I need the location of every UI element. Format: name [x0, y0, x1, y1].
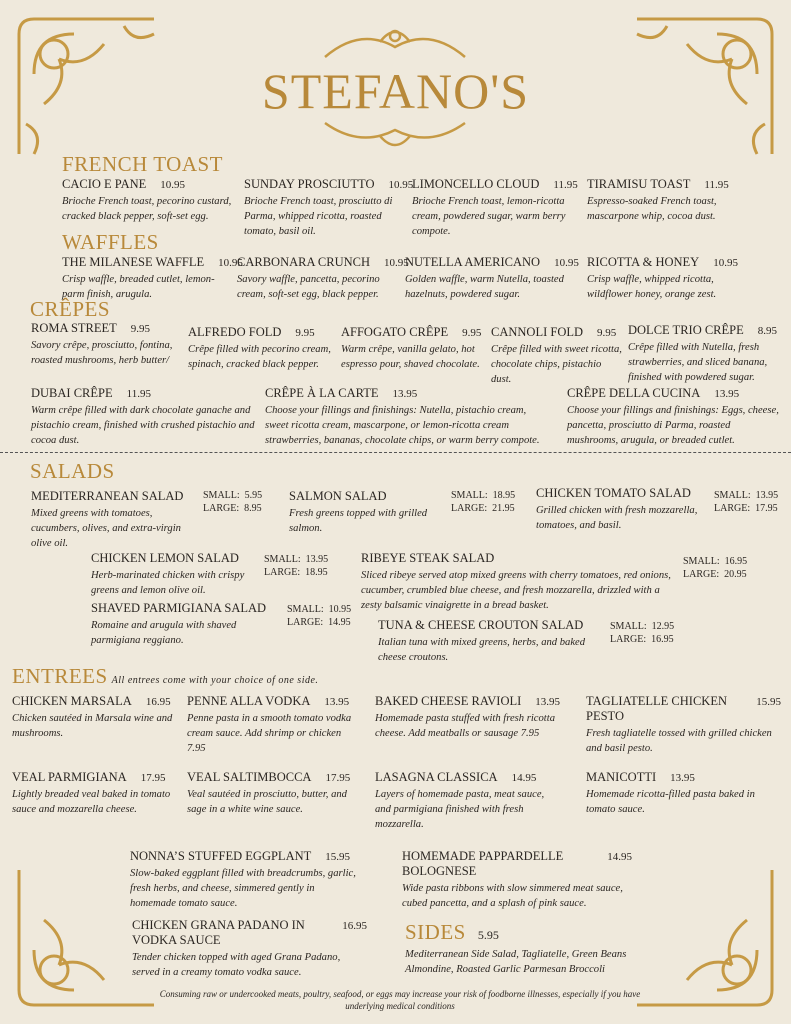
menu-item	[237, 255, 409, 302]
item-header	[375, 770, 555, 785]
item-price: 10.95	[388, 179, 414, 191]
item-header	[412, 177, 582, 192]
large-price-row	[683, 568, 747, 581]
sides-header	[405, 920, 665, 945]
large-price: 18.95	[305, 567, 328, 578]
item-name: DUBAI CRÊPE	[31, 386, 113, 400]
large-label: LARGE:	[264, 567, 301, 578]
salad-prices	[264, 553, 328, 579]
item-header	[187, 694, 362, 709]
small-price-row	[264, 553, 328, 566]
item-header	[567, 386, 782, 401]
salad-item	[31, 489, 196, 551]
salad-item	[378, 618, 593, 665]
small-price: 5.95	[244, 490, 263, 501]
item-description: Choose your fillings and finishings: Eggs, cheese, pancetta, prosciutto di Parma, roasted mushrooms, arugula, or breaded cutlet.	[567, 405, 779, 446]
item-header	[12, 770, 182, 785]
item-price: 10.95	[160, 179, 186, 191]
item-header	[31, 321, 183, 336]
large-price: 17.95	[755, 503, 778, 514]
item-name: CANNOLI FOLD	[491, 325, 584, 339]
item-header	[402, 849, 632, 879]
item-price: 17.95	[140, 772, 166, 784]
small-price: 16.95	[724, 556, 748, 567]
large-label: LARGE:	[203, 503, 240, 514]
item-name: CHICKEN TOMATO SALAD	[536, 486, 691, 500]
item-name: RIBEYE STEAK SALAD	[361, 551, 495, 565]
salad-item	[289, 489, 444, 536]
large-price: 16.95	[651, 634, 674, 645]
item-header	[12, 694, 182, 709]
menu-item	[12, 770, 182, 817]
menu-item	[188, 325, 338, 372]
small-price-row	[287, 603, 351, 616]
item-name: THE MILANESE WAFFLE	[62, 255, 205, 269]
item-header	[491, 325, 623, 340]
item-name: VEAL PARMIGIANA	[12, 770, 127, 784]
item-description: Brioche French toast, lemon-ricotta cream, powdered sugar, warm berry compote.	[412, 196, 566, 237]
menu-item	[130, 849, 360, 911]
item-description: Wide pasta ribbons with slow simmered meat sauce, cubed pancetta, and a splash of pink sauce.	[402, 883, 623, 909]
item-description: Golden waffle, warm Nutella, toasted hazelnuts, powdered sugar.	[405, 274, 564, 300]
item-name: SUNDAY PROSCIUTTO	[244, 177, 375, 191]
item-description: Warm crêpe filled with dark chocolate ganache and pistachio cream, finished with crushed pistachio and cocoa dust.	[31, 405, 255, 446]
menu-item	[187, 770, 362, 817]
item-description: Crêpe filled with Nutella, fresh strawberries, and sliced banana, finished with powdered sugar.	[628, 342, 768, 383]
menu-item	[31, 386, 256, 448]
item-description: Fresh tagliatelle tossed with grilled chicken and basil pesto.	[586, 728, 772, 754]
item-price: 11.95	[126, 388, 151, 400]
small-price-row	[610, 620, 674, 633]
small-label: SMALL:	[287, 604, 324, 615]
item-price: 11.95	[704, 179, 729, 191]
item-description: Crêpe filled with pecorino cream, spinach, cracked black pepper.	[188, 344, 331, 370]
item-name: NONNA’S STUFFED EGGPLANT	[130, 849, 312, 863]
item-header	[341, 325, 486, 340]
item-name: SALMON SALAD	[289, 489, 387, 503]
item-price: 16.95	[145, 696, 171, 708]
title-flourish-top-icon	[320, 22, 470, 62]
item-name: DOLCE TRIO CRÊPE	[628, 323, 744, 337]
item-price: 13.95	[535, 696, 561, 708]
salad-item	[536, 486, 706, 533]
item-description: Crisp waffle, whipped ricotta, wildflower honey, orange zest.	[587, 274, 717, 300]
small-price-row	[683, 555, 747, 568]
menu-item	[402, 849, 632, 911]
section-title: WAFFLES	[62, 230, 159, 254]
entrees-note: All entrees come with your choice of one side.	[111, 675, 319, 686]
item-header	[587, 255, 747, 270]
large-price-row	[610, 633, 674, 646]
item-description: Italian tuna with mixed greens, herbs, and baked cheese croutons.	[378, 637, 586, 663]
item-name: MEDITERRANEAN SALAD	[31, 489, 184, 503]
large-price-row	[203, 502, 262, 515]
small-label: SMALL:	[203, 490, 240, 501]
item-description: Grilled chicken with fresh mozzarella, tomatoes, and basil.	[536, 505, 698, 531]
salad-prices	[610, 620, 674, 646]
food-safety-disclaimer: Consuming raw or undercooked meats, poultry, seafood, or eggs may increase your risk of foodborne illnesses, especially if you have underlying medical conditions	[159, 989, 641, 1011]
menu-item	[628, 323, 788, 385]
item-price: 9.95	[462, 327, 482, 339]
sides-description: Mediterranean Side Salad, Tagliatelle, Green Beans Almondine, Roasted Garlic Parmesan Broccoli	[405, 949, 627, 975]
item-price: 15.95	[325, 851, 351, 863]
small-price: 12.95	[651, 621, 675, 632]
item-header	[375, 694, 575, 709]
small-price: 13.95	[305, 554, 329, 565]
item-name: CHICKEN MARSALA	[12, 694, 132, 708]
menu-item	[375, 694, 575, 741]
item-header	[237, 255, 409, 270]
item-description: Chicken sautéed in Marsala wine and mushrooms.	[12, 713, 173, 739]
menu-item	[567, 386, 782, 448]
item-price: 9.95	[130, 323, 151, 335]
salad-prices	[714, 489, 778, 515]
sides-price: 5.95	[477, 928, 499, 942]
item-header	[187, 770, 362, 785]
item-header	[289, 489, 444, 504]
large-price: 8.95	[244, 503, 262, 514]
section-title: ENTREES	[12, 664, 108, 688]
item-description: Crêpe filled with sweet ricotta, chocolate chips, pistachio dust.	[491, 344, 622, 385]
item-name: SHAVED PARMIGIANA SALAD	[91, 601, 267, 615]
section-heading-french-toast	[62, 152, 223, 177]
salad-item	[91, 601, 276, 648]
small-price-row	[451, 489, 515, 502]
item-name: BAKED CHEESE RAVIOLI	[375, 694, 522, 708]
item-price: 14.95	[607, 851, 632, 863]
section-title: SIDES	[405, 920, 466, 944]
section-heading-waffles	[62, 230, 159, 255]
small-label: SMALL:	[683, 556, 720, 567]
item-price: 14.95	[511, 772, 537, 784]
large-price: 20.95	[724, 569, 747, 580]
item-description: Crisp waffle, breaded cutlet, lemon-parm finish, arugula.	[62, 274, 215, 300]
item-name: CHICKEN LEMON SALAD	[91, 551, 239, 565]
item-description: Savory waffle, pancetta, pecorino cream, soft-set egg, black pepper.	[237, 274, 380, 300]
menu-item	[62, 177, 232, 224]
menu-item	[265, 386, 550, 448]
item-header	[244, 177, 414, 192]
item-header	[587, 177, 747, 192]
item-name: CHICKEN GRANA PADANO IN VODKA SAUCE	[132, 918, 305, 947]
item-price: 9.95	[295, 327, 315, 339]
menu-item	[586, 770, 766, 817]
item-name: VEAL SALTIMBOCCA	[187, 770, 312, 784]
large-price-row	[264, 566, 328, 579]
menu-item	[12, 694, 182, 741]
item-description: Mixed greens with tomatoes, cucumbers, olives, and extra-virgin olive oil.	[31, 508, 181, 549]
small-label: SMALL:	[610, 621, 647, 632]
large-price-row	[714, 502, 778, 515]
item-header	[31, 489, 196, 504]
small-label: SMALL:	[264, 554, 301, 565]
menu-item	[341, 325, 486, 372]
salad-prices	[451, 489, 515, 515]
item-header	[132, 918, 367, 948]
small-price-row	[203, 489, 262, 502]
menu-item	[62, 255, 243, 302]
item-name: NUTELLA AMERICANO	[405, 255, 541, 269]
small-price: 13.95	[755, 490, 779, 501]
item-header	[361, 551, 681, 566]
item-name: AFFOGATO CRÊPE	[341, 325, 449, 339]
small-price: 18.95	[492, 490, 516, 501]
item-name: RICOTTA & HONEY	[587, 255, 700, 269]
section-title: FRENCH TOAST	[62, 152, 224, 176]
item-header	[378, 618, 593, 633]
menu-item	[244, 177, 414, 239]
menu-item	[132, 918, 367, 980]
item-name: PENNE ALLA VODKA	[187, 694, 311, 708]
large-label: LARGE:	[287, 617, 324, 628]
sides-section	[405, 920, 665, 977]
salad-prices	[683, 555, 747, 581]
item-header	[265, 386, 550, 401]
large-label: LARGE:	[714, 503, 751, 514]
large-label: LARGE:	[683, 569, 720, 580]
item-header	[405, 255, 580, 270]
menu-item	[587, 255, 747, 302]
item-price: 10.95	[554, 257, 579, 269]
salad-item	[91, 551, 256, 598]
menu-item	[587, 177, 747, 224]
item-price: 8.95	[757, 325, 777, 337]
item-name: LASAGNA CLASSICA	[375, 770, 498, 784]
item-price: 9.95	[597, 327, 617, 339]
large-price-row	[451, 502, 515, 515]
large-label: LARGE:	[610, 634, 647, 645]
item-description: Homemade pasta stuffed with fresh ricotta cheese. Add meatballs or sausage 7.95	[375, 713, 555, 739]
item-description: Romaine and arugula with shaved parmigiana reggiano.	[91, 620, 237, 646]
item-description: Choose your fillings and finishings: Nutella, pistachio cream, sweet ricotta cream, mascarpone, or lemon-ricotta cream strawberries, bananas, chocolate chips, or warm berry compote.	[265, 405, 540, 446]
item-price: 13.95	[714, 388, 740, 400]
item-name: TIRAMISU TOAST	[587, 177, 691, 191]
item-description: Sliced ribeye served atop mixed greens with cherry tomatoes, red onions, cucumber, crumbled blue cheese, and fresh mozzarella, drizzled with a zesty balsamic vinaigrette in a bread basket.	[361, 570, 671, 611]
salad-prices	[287, 603, 351, 629]
title-flourish-bottom-icon	[320, 118, 470, 154]
item-name: CACIO E PANE	[62, 177, 147, 191]
item-price: 13.95	[324, 696, 350, 708]
small-label: SMALL:	[714, 490, 751, 501]
item-header	[586, 694, 781, 724]
menu-item	[586, 694, 781, 756]
section-title: CRÊPES	[30, 297, 111, 321]
item-price: 10.95	[384, 257, 409, 269]
item-description: Layers of homemade pasta, meat sauce, and parmigiana finished with fresh mozzarella.	[375, 789, 545, 830]
item-price: 13.95	[670, 772, 695, 784]
item-description: Savory crêpe, prosciutto, fontina, roasted mushrooms, herb butter/	[31, 340, 173, 366]
item-description: Brioche French toast, prosciutto di Parma, whipped ricotta, roasted tomato, basil oil.	[244, 196, 393, 237]
item-header	[536, 486, 706, 501]
item-header	[62, 177, 232, 192]
item-name: TUNA & CHEESE CROUTON SALAD	[378, 618, 584, 632]
salad-item	[361, 551, 681, 613]
section-title: SALADS	[30, 459, 115, 483]
item-header	[91, 601, 276, 616]
menu-item	[187, 694, 362, 756]
small-price-row	[714, 489, 778, 502]
item-description: Warm crêpe, vanilla gelato, hot espresso pour, shaved chocolate.	[341, 344, 480, 370]
item-name: CRÊPE À LA CARTE	[265, 386, 379, 400]
large-price: 21.95	[492, 503, 515, 514]
section-divider	[0, 452, 791, 453]
item-description: Homemade ricotta-filled pasta baked in tomato sauce.	[586, 789, 755, 815]
item-price: 10.95	[713, 257, 738, 269]
salad-prices	[203, 489, 262, 515]
small-price: 10.95	[328, 604, 352, 615]
item-description: Lightly breaded veal baked in tomato sauce and mozzarella cheese.	[12, 789, 171, 815]
large-label: LARGE:	[451, 503, 488, 514]
item-price: 11.95	[553, 179, 578, 191]
item-name: HOMEMADE PAPPARDELLE BOLOGNESE	[402, 849, 564, 878]
item-description: Slow-baked eggplant filled with breadcrumbs, garlic, fresh herbs, and cheese, simmered gently in homemade tomato sauce.	[130, 868, 356, 909]
item-description: Fresh greens topped with grilled salmon.	[289, 508, 428, 534]
item-header	[62, 255, 243, 270]
item-header	[586, 770, 766, 785]
item-name: CARBONARA CRUNCH	[237, 255, 371, 269]
item-name: TAGLIATELLE CHICKEN PESTO	[586, 694, 727, 723]
large-price: 14.95	[328, 617, 351, 628]
item-price: 13.95	[392, 388, 418, 400]
large-price-row	[287, 616, 351, 629]
item-header	[31, 386, 256, 401]
item-description: Veal sautéed in prosciutto, butter, and sage in a white wine sauce.	[187, 789, 347, 815]
item-header	[130, 849, 360, 864]
small-label: SMALL:	[451, 490, 488, 501]
item-description: Tender chicken topped with aged Grana Padano, served in a creamy tomato vodka sauce.	[132, 952, 341, 978]
item-price: 15.95	[756, 696, 781, 708]
menu-item	[412, 177, 582, 239]
menu-item	[405, 255, 580, 302]
item-description: Brioche French toast, pecorino custard, cracked black pepper, soft-set egg.	[62, 196, 232, 222]
item-description: Penne pasta in a smooth tomato vodka cream sauce. Add shrimp or chicken 7.95	[187, 713, 352, 754]
item-name: MANICOTTI	[586, 770, 657, 784]
section-heading-salads	[30, 459, 115, 484]
menu-item	[491, 325, 623, 387]
item-price: 17.95	[325, 772, 351, 784]
item-description: Espresso-soaked French toast, mascarpone whip, cocoa dust.	[587, 196, 717, 222]
item-price: 10.95	[218, 257, 243, 269]
restaurant-title: STEFANO'S	[261, 63, 530, 119]
item-name: CRÊPE DELLA CUCINA	[567, 386, 701, 400]
item-header	[91, 551, 256, 566]
item-name: ROMA STREET	[31, 321, 117, 335]
menu-item	[375, 770, 555, 832]
item-price: 16.95	[342, 920, 367, 932]
item-header	[628, 323, 788, 338]
item-description: Herb-marinated chicken with crispy greens and lemon olive oil.	[91, 570, 245, 596]
menu-item	[31, 321, 183, 368]
section-heading-entrees	[12, 664, 318, 689]
item-header	[188, 325, 338, 340]
item-name: ALFREDO FOLD	[188, 325, 282, 339]
item-name: LIMONCELLO CLOUD	[412, 177, 540, 191]
